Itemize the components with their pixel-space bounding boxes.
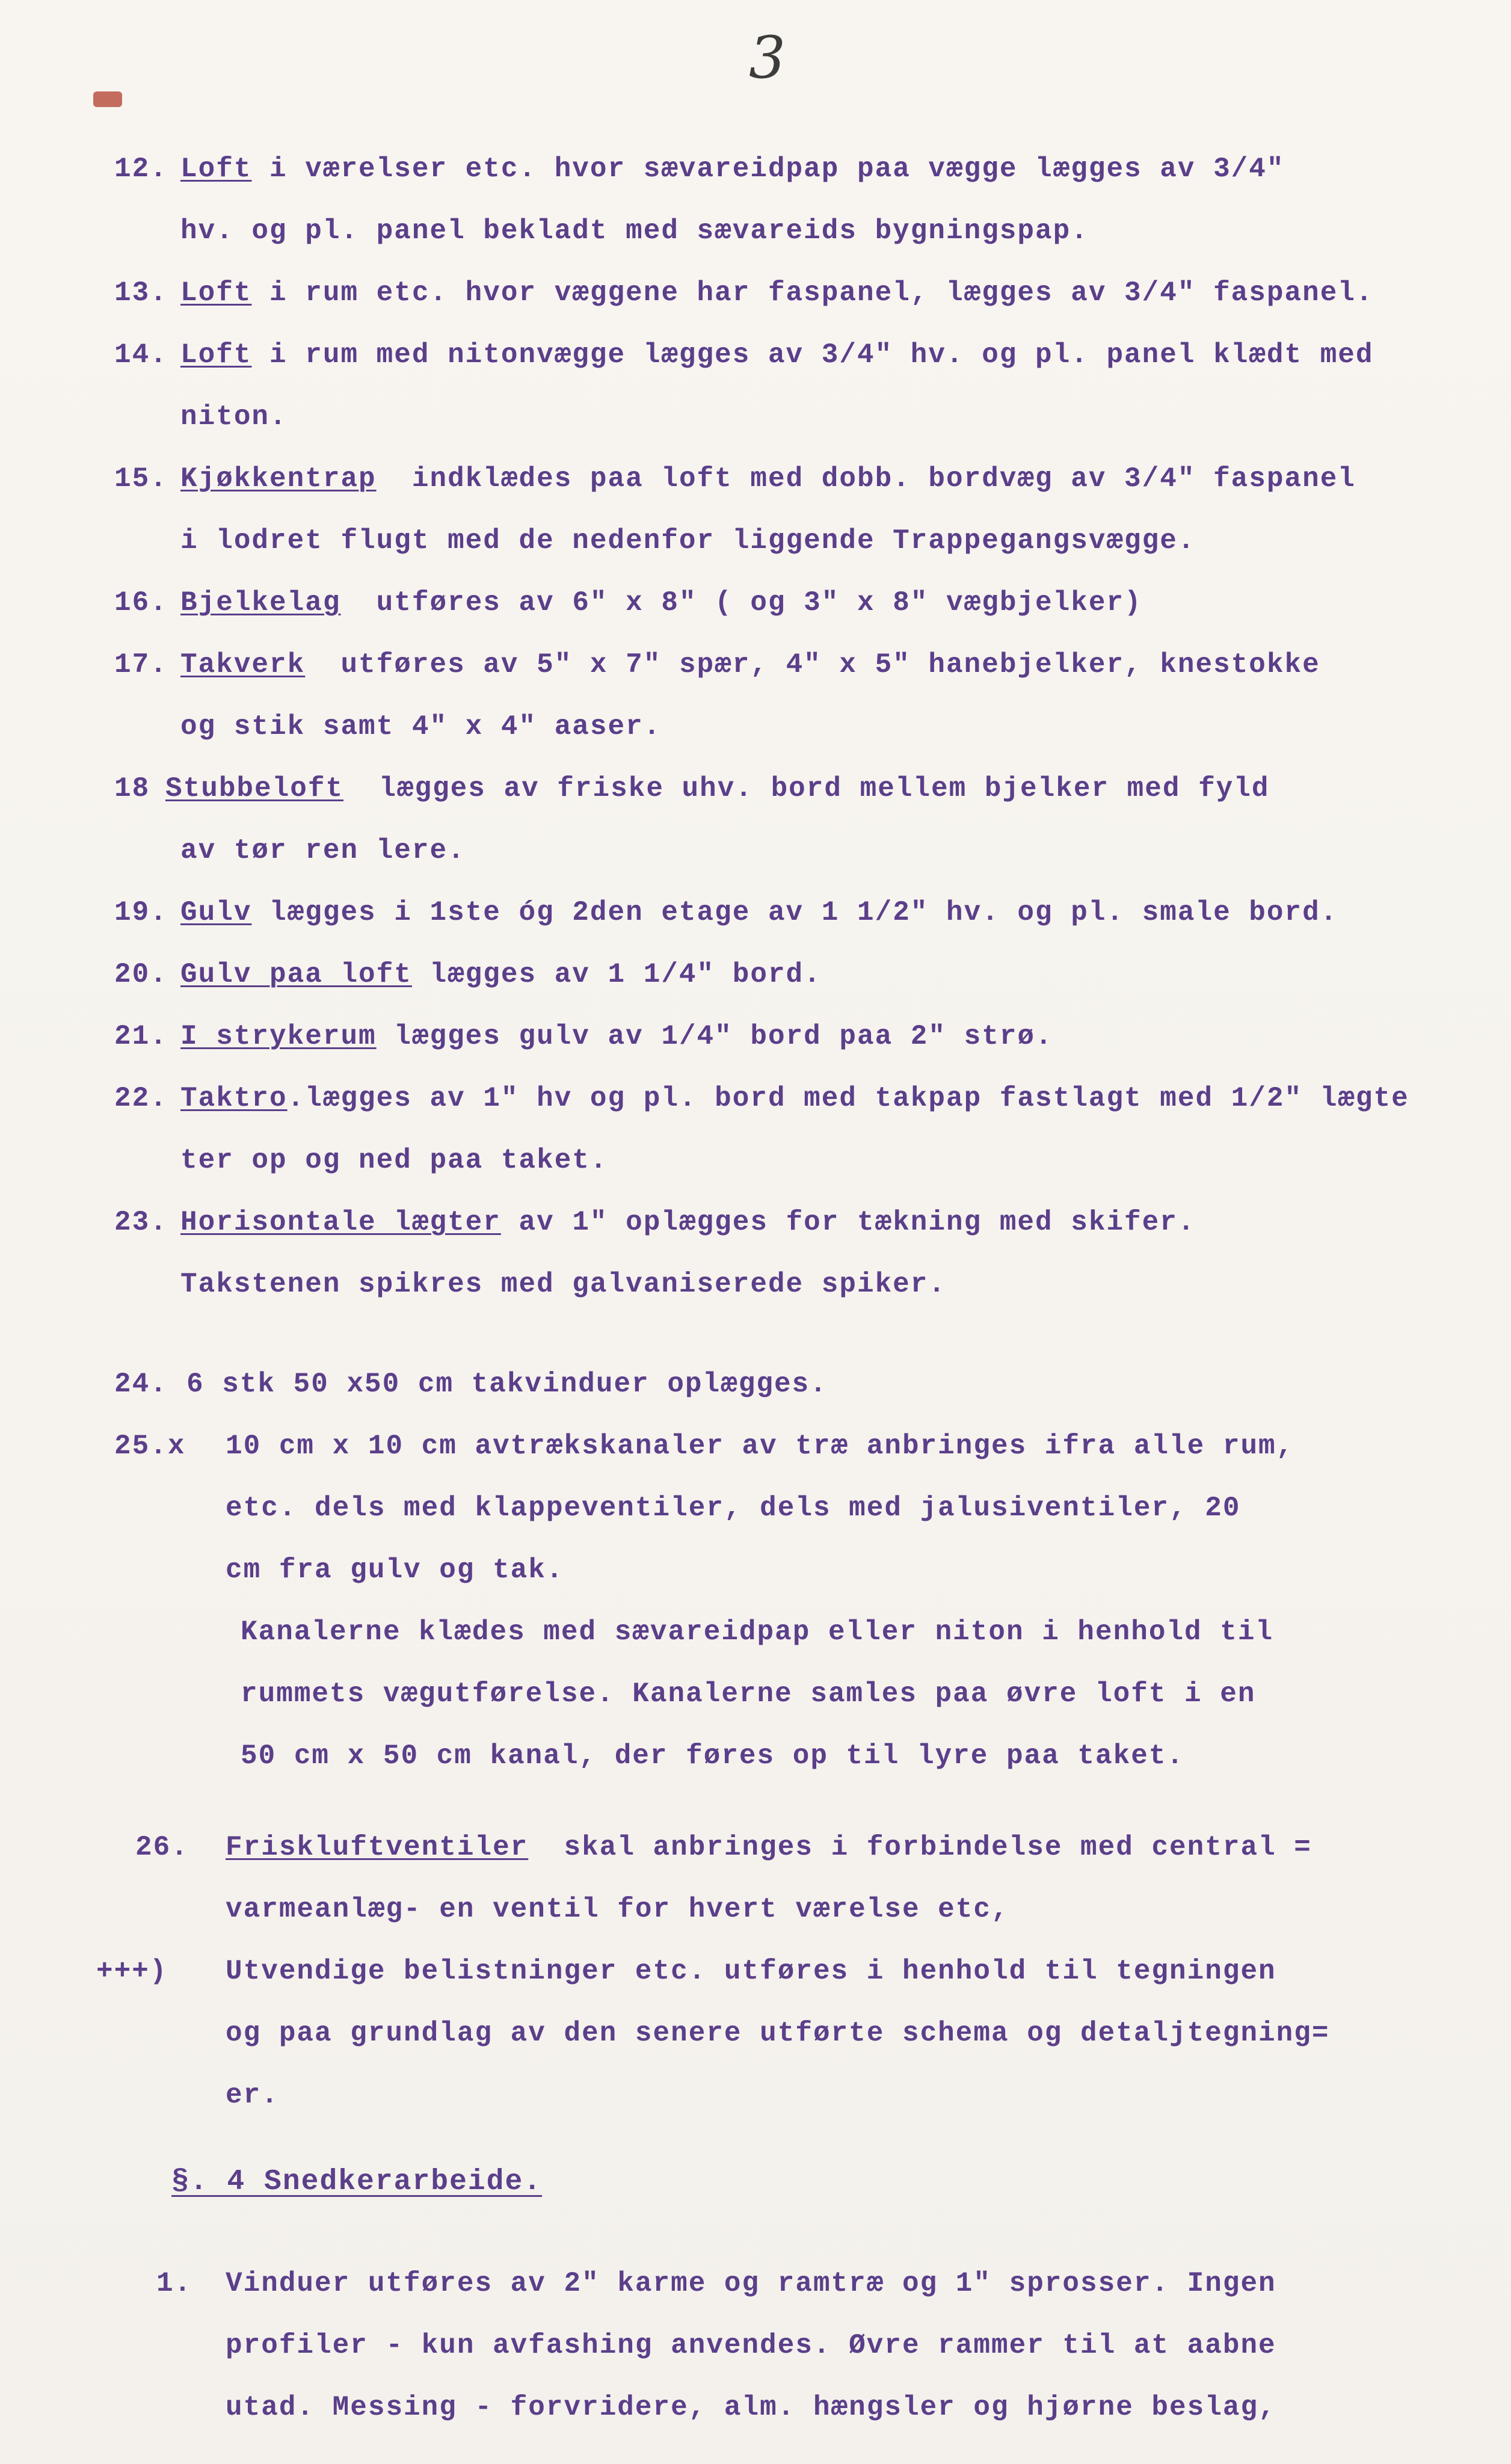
item-text: utføres av 6" x 8" ( og 3" x 8" vægbjelker) bbox=[376, 587, 1142, 618]
item-text: 6 stk 50 x50 cm takvinduer oplægges. bbox=[186, 1369, 828, 1400]
item-text: skal anbringes i forbindelse med central = bbox=[564, 1832, 1312, 1863]
item-text: er. bbox=[226, 2080, 279, 2111]
item-term: Gulv bbox=[180, 897, 252, 928]
item-text: lægges av 1 1/4" bord. bbox=[429, 959, 822, 990]
section-heading: §. 4 Snedkerarbeide. bbox=[171, 2166, 543, 2198]
item-number: 17. bbox=[114, 649, 168, 680]
item-number: 16. bbox=[114, 587, 168, 618]
item-number: 25.x bbox=[114, 1431, 186, 1462]
item-number: 1. bbox=[156, 2268, 192, 2299]
item-term: Loft bbox=[180, 153, 252, 185]
page-number: 3 bbox=[749, 24, 786, 91]
ink-mark bbox=[93, 91, 122, 107]
item-text: .lægges av 1" hv og pl. bord med takpap fastlagt med 1/2" lægte bbox=[287, 1083, 1409, 1114]
item-number: 12. bbox=[114, 153, 168, 185]
item-text: og stik samt 4" x 4" aaser. bbox=[180, 711, 662, 742]
item-text: og paa grundlag av den senere utførte schema og detaljtegning= bbox=[226, 2018, 1330, 2049]
item-term: Taktro bbox=[180, 1083, 288, 1114]
item-text: utføres av 5" x 7" spær, 4" x 5" hanebjelker, knestokke bbox=[340, 649, 1320, 680]
item-text: i lodret flugt med de nedenfor liggende Trappegangsvægge. bbox=[180, 525, 1196, 556]
item-number: 15. bbox=[114, 463, 168, 494]
item-text: Vinduer utføres av 2" karme og ramtræ og 1" sprosser. Ingen bbox=[226, 2268, 1276, 2299]
item-number: 14. bbox=[114, 339, 168, 371]
item-text: indklædes paa loft med dobb. bordvæg av 3/4" faspanel bbox=[411, 463, 1356, 494]
item-number: 13. bbox=[114, 277, 168, 309]
item-text: rummets vægutførelse. Kanalerne samles paa øvre loft i en bbox=[241, 1678, 1256, 1710]
item-term: Friskluftventiler bbox=[226, 1832, 529, 1863]
item-number: 18 bbox=[114, 773, 150, 804]
item-term: Stubbeloft bbox=[165, 773, 344, 804]
item-text: cm fra gulv og tak. bbox=[226, 1554, 564, 1586]
item-number: 22. bbox=[114, 1083, 168, 1114]
item-term: Gulv paa loft bbox=[180, 959, 412, 990]
item-text: etc. dels med klappeventiler, dels med jalusiventiler, 20 bbox=[226, 1492, 1241, 1524]
item-number: 24. bbox=[114, 1369, 168, 1400]
item-text: i værelser etc. hvor sævareidpap paa vægge lægges av 3/4" bbox=[269, 153, 1285, 185]
item-text: hv. og pl. panel bekladt med sævareids bygningspap. bbox=[180, 215, 1089, 247]
item-term: Horisontale lægter bbox=[180, 1207, 501, 1238]
item-number: 19. bbox=[114, 897, 168, 928]
item-text: varmeanlæg- en ventil for hvert værelse etc, bbox=[226, 1894, 1009, 1925]
item-text: utad. Messing - forvridere, alm. hængsler og hjørne beslag, bbox=[226, 2392, 1276, 2423]
item-number: 23. bbox=[114, 1207, 168, 1238]
item-text: niton. bbox=[180, 401, 288, 433]
item-text: 50 cm x 50 cm kanal, der føres op til lyre paa taket. bbox=[241, 1740, 1185, 1772]
item-text: av tør ren lere. bbox=[180, 835, 466, 866]
item-number: 26. bbox=[135, 1832, 189, 1863]
item-term: Loft bbox=[180, 339, 252, 371]
item-text: Kanalerne klædes med sævareidpap eller niton i henhold til bbox=[241, 1616, 1274, 1648]
item-text: av 1" oplægges for tækning med skifer. bbox=[519, 1207, 1196, 1238]
item-text: i rum med nitonvægge lægges av 3/4" hv. og pl. panel klædt med bbox=[269, 339, 1374, 371]
item-number: +++) bbox=[96, 1956, 168, 1987]
item-text: 10 cm x 10 cm avtrækskanaler av træ anbringes ifra alle rum, bbox=[226, 1431, 1294, 1462]
item-term: Bjelkelag bbox=[180, 587, 341, 618]
item-text: Takstenen spikres med galvaniserede spiker. bbox=[180, 1269, 946, 1300]
item-text: lægges av friske uhv. bord mellem bjelker med fyld bbox=[379, 773, 1270, 804]
item-number: 20. bbox=[114, 959, 168, 990]
item-number: 21. bbox=[114, 1021, 168, 1052]
item-term: Kjøkkentrap bbox=[180, 463, 377, 494]
item-term: Loft bbox=[180, 277, 252, 309]
item-text: Utvendige belistninger etc. utføres i henhold til tegningen bbox=[226, 1956, 1276, 1987]
item-text: lægges gulv av 1/4" bord paa 2" strø. bbox=[394, 1021, 1053, 1052]
item-text: profiler - kun avfashing anvendes. Øvre rammer til at aabne bbox=[226, 2330, 1276, 2361]
item-term: I strykerum bbox=[180, 1021, 377, 1052]
item-term: Takverk bbox=[180, 649, 306, 680]
item-text: ter op og ned paa taket. bbox=[180, 1145, 608, 1176]
item-text: i rum etc. hvor væggene har faspanel, lægges av 3/4" faspanel. bbox=[269, 277, 1374, 309]
item-text: lægges i 1ste óg 2den etage av 1 1/2" hv. og pl. smale bord. bbox=[269, 897, 1338, 928]
